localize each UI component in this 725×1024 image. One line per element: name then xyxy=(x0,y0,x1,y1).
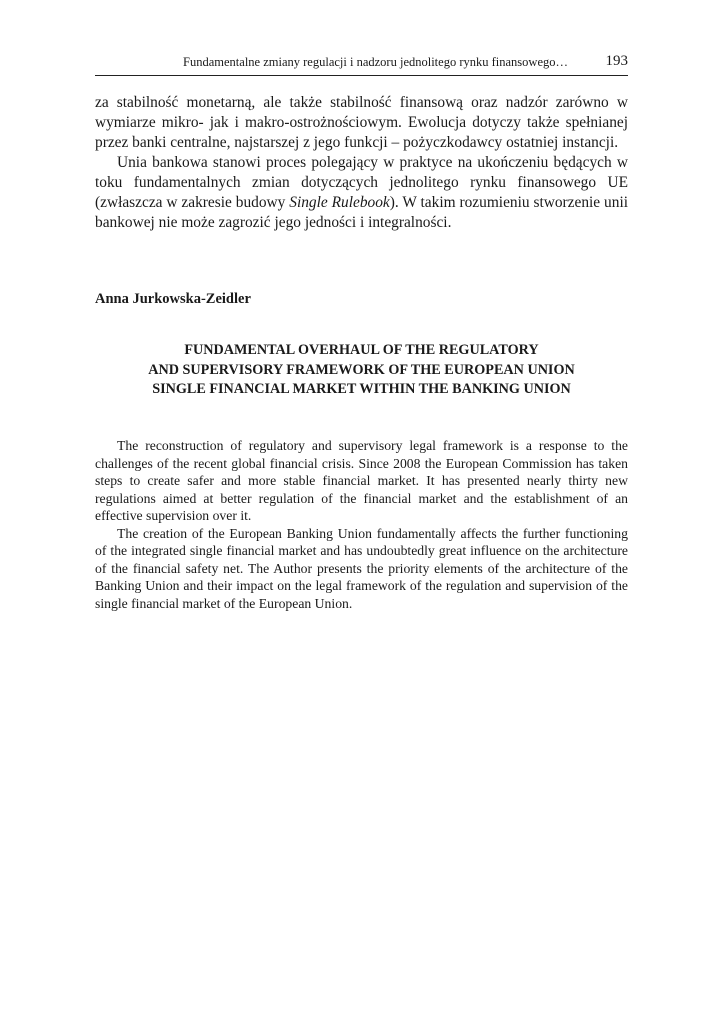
running-header xyxy=(95,53,628,76)
continued-paragraph-2 xyxy=(95,153,628,233)
title-line-2: AND SUPERVISORY FRAMEWORK OF THE EUROPEAN UNION xyxy=(148,361,575,378)
abstract-paragraph-2: The creation of the European Banking Union fundamentally affects the further functioning of the integrated single financial market and has undoubtedly great influence on the architecture of the financial safety net. The Author presents the priority elements of the architecture of the Banking Union and their impact on the legal framework of the regulation and supervision of the single financial market of the European Union. xyxy=(95,525,628,611)
english-abstract xyxy=(95,437,628,612)
continued-polish-text xyxy=(95,93,628,233)
author-name: Anna Jurkowska-Zeidler xyxy=(95,291,251,307)
running-title: Fundamentalne zmiany regulacji i nadzoru jednolitego rynku finansowego… xyxy=(183,55,568,69)
title-line-3: SINGLE FINANCIAL MARKET WITHIN THE BANKING UNION xyxy=(152,381,571,397)
paragraph-2-end: ). W takim rozumieniu stworzenie unii bankowej nie może zagrozić jego jedności i integralności. xyxy=(95,194,628,231)
paragraph-2-start: Unia bankowa stanowi proces polegający w praktyce na ukończeniu będących w toku fundamentalnych zmian dotyczących jednolitego rynku finansowego UE (zwłaszcza w zakresie budowy xyxy=(95,154,628,211)
continued-paragraph-1: za stabilność monetarną, ale także stabilność finansową oraz nadzór zarówno w wymiarze mikro- jak i makro-ostrożnościowym. Ewolucja dotyczy także spełnianej przez banki centralne, najstarszej z jego funkcji – pożyczkodawcy ostatniej instancji. xyxy=(95,94,628,151)
article-title xyxy=(95,341,628,400)
title-line-1: FUNDAMENTAL OVERHAUL OF THE REGULATORY xyxy=(184,342,539,358)
page-number: 193 xyxy=(605,53,628,69)
abstract-paragraph-1: The reconstruction of regulatory and supervisory legal framework is a response to the challenges of the recent global financial crisis. Since 2008 the European Commission has taken steps to create safer and more stable financial market. It has presented nearly thirty new regulations aimed at better regulation of the financial market and the establishment of an effective supervision over it. xyxy=(95,438,628,523)
single-rulebook-italic: Single Rulebook xyxy=(289,194,390,211)
